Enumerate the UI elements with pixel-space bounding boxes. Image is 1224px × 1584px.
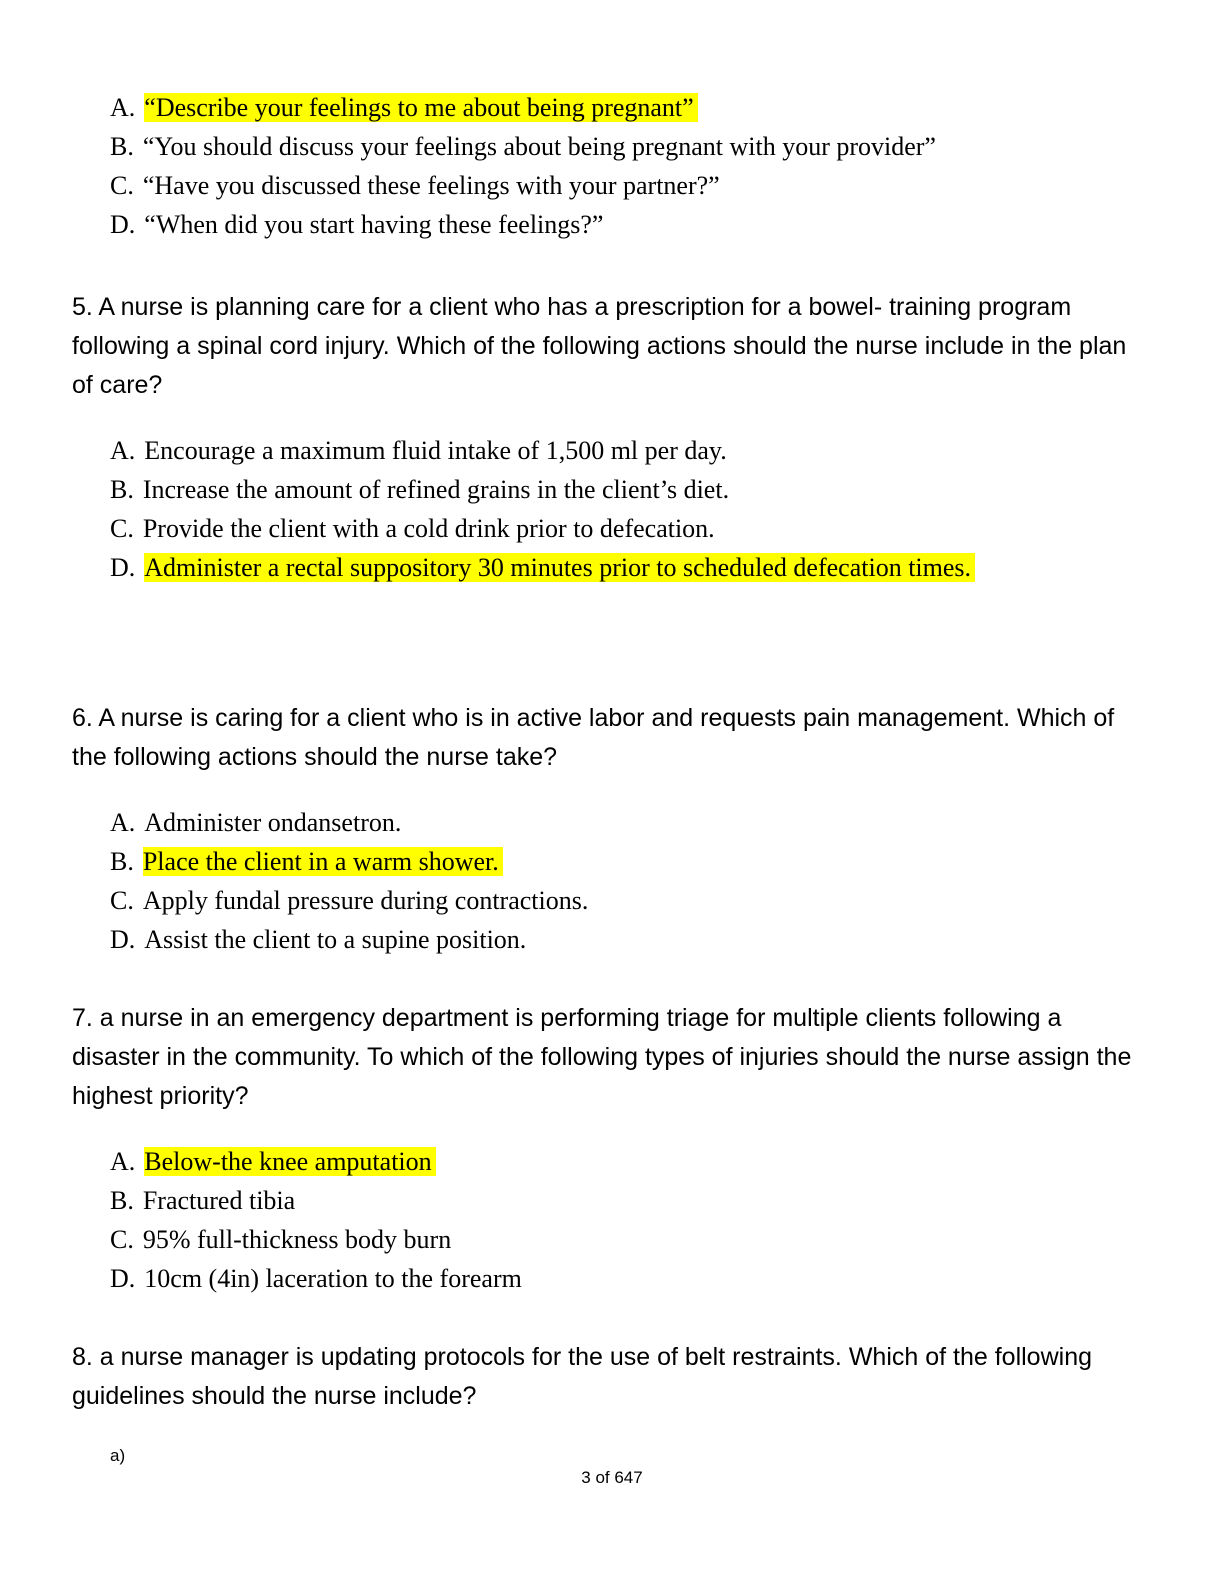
option-label: B. [110, 475, 134, 504]
option-text: Increase the amount of refined grains in the client’s diet. [142, 475, 730, 504]
option-text: “Describe your feelings to me about being pregnant” [144, 93, 694, 122]
option-label: D. [110, 553, 136, 582]
option-text: Below-the knee amputation [144, 1147, 432, 1176]
question-6-stem: 6. A nurse is caring for a client who is in active labor and requests pain management. Which of the following actions should the nurse take? [72, 704, 1115, 771]
option-row [110, 842, 1154, 881]
option-row [110, 1220, 1154, 1259]
option-text: Place the client in a warm shower. [142, 847, 499, 876]
option-label: B. [110, 847, 134, 876]
option-row [110, 920, 1154, 959]
question-5-options [110, 431, 1154, 587]
option-label: C. [110, 171, 134, 200]
option-text: “You should discuss your feelings about being pregnant with your provider” [142, 132, 936, 161]
question-8-stem: 8. a nurse manager is updating protocols for the use of belt restraints. Which of the following guidelines should the nurse include? [72, 1343, 1092, 1410]
option-text: Administer ondansetron. [144, 808, 402, 837]
option-text: Encourage a maximum fluid intake of 1,500 ml per day. [144, 436, 727, 465]
option-row [110, 881, 1154, 920]
option-row [110, 1181, 1154, 1220]
option-label: A. [110, 1147, 136, 1176]
option-row [110, 1259, 1154, 1298]
option-text: Provide the client with a cold drink prior to defecation. [142, 514, 715, 543]
sub-item-label: a) [110, 1446, 126, 1465]
option-label: B. [110, 132, 134, 161]
option-text: 10cm (4in) laceration to the forearm [144, 1264, 522, 1293]
option-label: A. [110, 93, 136, 122]
option-label: C. [110, 886, 134, 915]
option-label: C. [110, 1225, 134, 1254]
option-label: C. [110, 514, 134, 543]
question-7-options [110, 1142, 1154, 1298]
option-text: Administer a rectal suppository 30 minutes prior to scheduled defecation times. [144, 553, 972, 582]
option-text: Apply fundal pressure during contractions. [142, 886, 589, 915]
option-label: D. [110, 1264, 136, 1293]
option-text: Assist the client to a supine position. [144, 925, 527, 954]
option-row [110, 548, 1154, 587]
option-row [110, 803, 1154, 842]
option-text: Fractured tibia [142, 1186, 296, 1215]
option-text: “When did you start having these feelings?” [144, 210, 604, 239]
question-6-options [110, 803, 1154, 959]
option-label: D. [110, 925, 136, 954]
question-5-stem: 5. A nurse is planning care for a client who has a prescription for a bowel- training program following a spinal cord injury. Which of the following actions should the nurse include in the plan of care? [72, 293, 1127, 399]
option-row [110, 470, 1154, 509]
option-text: 95% full-thickness body burn [142, 1225, 452, 1254]
option-row [110, 431, 1154, 470]
option-row [110, 166, 1154, 205]
question-4-options [110, 88, 1154, 244]
option-label: A. [110, 808, 136, 837]
option-row [110, 88, 1154, 127]
option-text: “Have you discussed these feelings with your partner?” [142, 171, 720, 200]
option-row [110, 127, 1154, 166]
option-label: B. [110, 1186, 134, 1215]
page-number: 3 of 647 [581, 1468, 643, 1487]
question-7-stem: 7. a nurse in an emergency department is performing triage for multiple clients following a disaster in the community. To which of the following types of injuries should the nurse assign the highest priority? [72, 1004, 1132, 1110]
option-label: A. [110, 436, 136, 465]
option-row [110, 1142, 1154, 1181]
option-label: D. [110, 210, 136, 239]
option-row [110, 205, 1154, 244]
option-row [110, 509, 1154, 548]
